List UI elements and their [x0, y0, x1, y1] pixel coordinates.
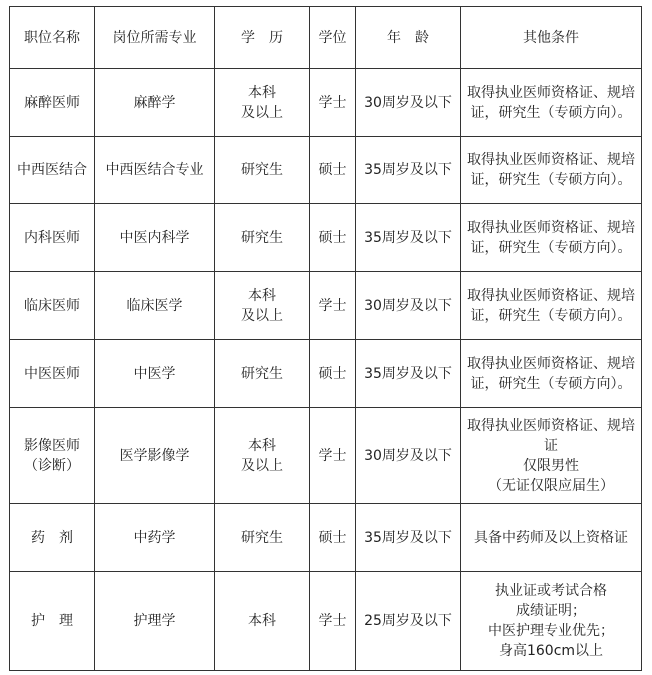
- major-cell: 中医学: [95, 340, 215, 408]
- position-line: 中西医结合: [17, 162, 87, 178]
- age-cell: 35周岁及以下: [356, 137, 461, 204]
- other-line: 证: [544, 437, 558, 454]
- degree-cell: 硕士: [310, 340, 356, 408]
- age-cell: 30周岁及以下: [356, 272, 461, 340]
- other-cell: [461, 137, 642, 204]
- position-line: 临床医师: [24, 297, 80, 314]
- other-cell: [461, 408, 642, 504]
- position-line: 药 剂: [31, 529, 73, 546]
- header-age: 年 龄: [356, 7, 461, 69]
- table-row: [10, 572, 642, 671]
- major-cell: 麻醉学: [95, 69, 215, 137]
- education-line: 及以上: [241, 457, 283, 474]
- position-cell: [10, 408, 95, 504]
- other-cell: [461, 69, 642, 137]
- other-line: 成绩证明；: [516, 603, 586, 619]
- education-line: 研究生: [241, 162, 283, 178]
- other-line: 取得执业医师资格证、规培证，研究生（专硕方向）。: [467, 287, 635, 324]
- other-cell: [461, 572, 642, 671]
- other-line: 中医护理专业优先；: [488, 623, 614, 639]
- other-line: 取得执业医师资格证、规培证，研究生（专硕方向）。: [467, 219, 635, 256]
- position-line: 麻醉医师: [24, 94, 80, 111]
- education-line: 及以上: [241, 307, 283, 324]
- header-major: 岗位所需专业: [95, 7, 215, 69]
- header-position: 职位名称: [10, 7, 95, 69]
- other-line: 身高160cm以上: [498, 643, 604, 659]
- education-line: 本科: [248, 84, 276, 101]
- position-cell: [10, 137, 95, 204]
- header-other: 其他条件: [461, 7, 642, 69]
- education-cell: [215, 272, 310, 340]
- education-line: 本科: [248, 613, 276, 629]
- recruitment-table: [9, 6, 642, 671]
- position-line: （诊断）: [24, 457, 80, 474]
- other-line: 取得执业医师资格证、规培证，研究生（专硕方向）。: [467, 355, 635, 392]
- major-cell: 护理学: [95, 572, 215, 671]
- other-line: 执业证或考试合格: [495, 583, 607, 599]
- age-cell: 30周岁及以下: [356, 69, 461, 137]
- degree-cell: 学士: [310, 408, 356, 504]
- other-cell: [461, 272, 642, 340]
- age-cell: 30周岁及以下: [356, 408, 461, 504]
- position-cell: [10, 69, 95, 137]
- education-cell: [215, 69, 310, 137]
- table-row: [10, 504, 642, 572]
- header-degree: 学位: [310, 7, 356, 69]
- education-line: 研究生: [241, 365, 283, 382]
- major-cell: 中医内科学: [95, 204, 215, 272]
- major-cell: 医学影像学: [95, 408, 215, 504]
- position-line: 中医医师: [24, 365, 80, 382]
- age-cell: 35周岁及以下: [356, 340, 461, 408]
- education-cell: [215, 408, 310, 504]
- other-line: 具备中药师及以上资格证: [474, 529, 628, 546]
- position-cell: [10, 572, 95, 671]
- education-cell: [215, 504, 310, 572]
- age-cell: 35周岁及以下: [356, 504, 461, 572]
- table-row: [10, 408, 642, 504]
- header-row: [10, 7, 642, 69]
- education-line: 本科: [248, 287, 276, 304]
- table-row: [10, 137, 642, 204]
- table-row: [10, 340, 642, 408]
- education-cell: [215, 572, 310, 671]
- table-row: [10, 272, 642, 340]
- other-cell: [461, 504, 642, 572]
- other-cell: [461, 340, 642, 408]
- degree-cell: 学士: [310, 272, 356, 340]
- position-cell: [10, 272, 95, 340]
- education-line: 本科: [248, 437, 276, 454]
- education-line: 研究生: [241, 229, 283, 246]
- age-cell: 25周岁及以下: [356, 572, 461, 671]
- position-cell: [10, 340, 95, 408]
- position-line: 内科医师: [24, 229, 80, 246]
- other-line: 取得执业医师资格证、规培证，研究生（专硕方向）。: [467, 152, 635, 188]
- education-cell: [215, 204, 310, 272]
- position-line: 影像医师: [24, 437, 80, 454]
- education-line: 及以上: [241, 104, 283, 121]
- education-line: 研究生: [241, 529, 283, 546]
- education-cell: [215, 137, 310, 204]
- other-cell: [461, 204, 642, 272]
- table-row: [10, 204, 642, 272]
- other-line: （无证仅限应届生）: [488, 477, 614, 494]
- degree-cell: 硕士: [310, 204, 356, 272]
- position-cell: [10, 504, 95, 572]
- major-cell: 中药学: [95, 504, 215, 572]
- other-line: 仅限男性: [523, 457, 579, 474]
- table-row: [10, 69, 642, 137]
- education-cell: [215, 340, 310, 408]
- header-education: 学 历: [215, 7, 310, 69]
- age-cell: 35周岁及以下: [356, 204, 461, 272]
- major-cell: 中西医结合专业: [95, 137, 215, 204]
- degree-cell: 学士: [310, 69, 356, 137]
- other-line: 取得执业医师资格证、规培: [467, 417, 635, 434]
- degree-cell: 硕士: [310, 137, 356, 204]
- degree-cell: 硕士: [310, 504, 356, 572]
- degree-cell: 学士: [310, 572, 356, 671]
- major-cell: 临床医学: [95, 272, 215, 340]
- position-cell: [10, 204, 95, 272]
- other-line: 取得执业医师资格证、规培证，研究生（专硕方向）。: [467, 84, 635, 121]
- position-line: 护 理: [31, 613, 73, 629]
